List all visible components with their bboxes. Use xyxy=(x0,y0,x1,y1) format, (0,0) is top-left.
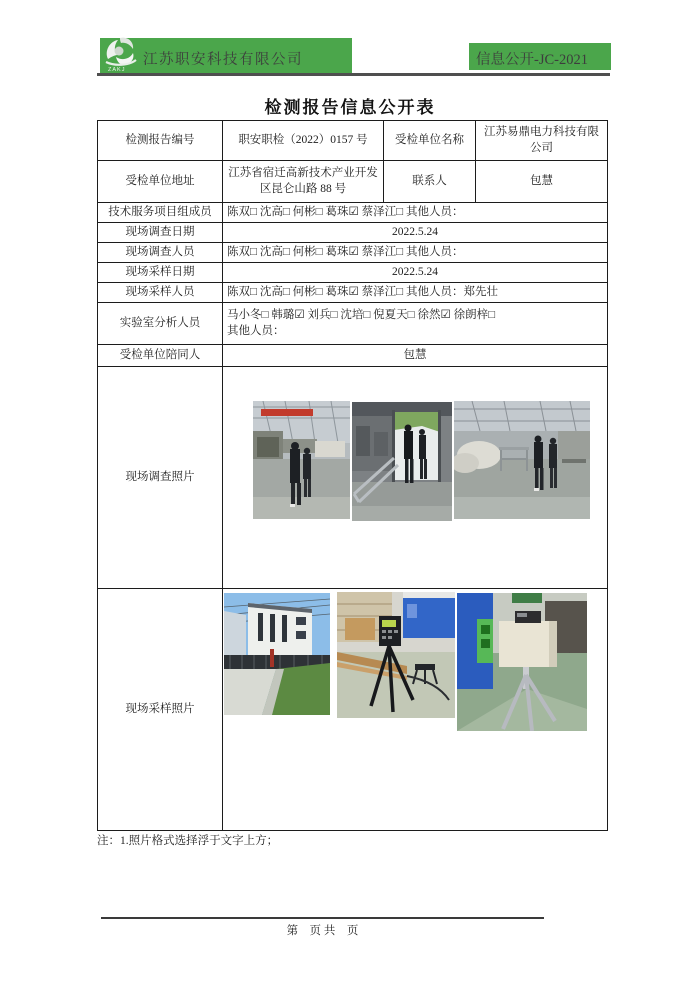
sampling-date-label: 现场采样日期 xyxy=(98,263,223,283)
contact-value: 包慧 xyxy=(476,161,608,203)
table-row xyxy=(98,345,608,367)
escort-label: 受检单位陪同人 xyxy=(98,345,223,367)
sampling-photos-cell xyxy=(223,589,608,831)
inspected-unit-label: 受检单位名称 xyxy=(384,121,476,161)
lab-analysts-checkboxes xyxy=(223,303,608,345)
sampling-photos-label: 现场采样照片 xyxy=(98,589,223,831)
survey-photo-2 xyxy=(352,402,452,521)
report-info-table xyxy=(97,120,608,831)
sampling-photo-2 xyxy=(337,592,455,718)
table-row xyxy=(98,121,608,161)
sampling-staff-label: 现场采样人员 xyxy=(98,283,223,303)
project-team-checkboxes: 陈双□ 沈高□ 何彬□ 葛珠☑ 蔡泽江□ 其他人员： xyxy=(223,203,608,223)
sampling-photo-3 xyxy=(457,593,587,731)
inspected-unit-value: 江苏易鼎电力科技有限公司 xyxy=(476,121,608,161)
unit-address-label: 受检单位地址 xyxy=(98,161,223,203)
footnote: 注：1.照片格式选择浮于文字上方； xyxy=(97,835,279,847)
company-logo-icon xyxy=(102,35,142,73)
lab-analysts-line2: 其他人员： xyxy=(227,324,285,337)
lab-analysts-label: 实验室分析人员 xyxy=(98,303,223,345)
table-row xyxy=(98,589,608,831)
page-title: 检测报告信息公开表 xyxy=(264,98,436,117)
project-team-label: 技术服务项目组成员 xyxy=(98,203,223,223)
survey-staff-label: 现场调查人员 xyxy=(98,243,223,263)
table-row xyxy=(98,367,608,589)
escort-value: 包慧 xyxy=(223,345,608,367)
table-row xyxy=(98,243,608,263)
table-row xyxy=(98,161,608,203)
table-row xyxy=(98,203,608,223)
survey-photo-3 xyxy=(454,401,590,519)
footer-rule xyxy=(101,917,544,919)
survey-photos-cell xyxy=(223,367,608,589)
page-number: 第 页 共 页 xyxy=(286,925,359,937)
survey-photos-label: 现场调查照片 xyxy=(98,367,223,589)
report-number-label: 检测报告编号 xyxy=(98,121,223,161)
sampling-staff-checkboxes: 陈双□ 沈高□ 何彬□ 葛珠☑ 蔡泽江□ 其他人员：郑先壮 xyxy=(223,283,608,303)
lab-analysts-line1: 马小冬□ 韩璐☑ 刘兵□ 沈培□ 倪夏天□ 徐然☑ 徐朗梓□ xyxy=(227,308,496,321)
table-row xyxy=(98,263,608,283)
document-code: 信息公开-JC-2021 xyxy=(476,52,588,68)
survey-date-value: 2022.5.24 xyxy=(223,223,608,243)
contact-label: 联系人 xyxy=(384,161,476,203)
sampling-date-value: 2022.5.24 xyxy=(223,263,608,283)
sampling-photo-1 xyxy=(224,593,330,715)
survey-staff-checkboxes: 陈双□ 沈高□ 何彬□ 葛珠☑ 蔡泽江□ 其他人员： xyxy=(223,243,608,263)
company-name: 江苏职安科技有限公司 xyxy=(143,52,303,68)
survey-date-label: 现场调查日期 xyxy=(98,223,223,243)
table-row xyxy=(98,283,608,303)
unit-address-value: 江苏省宿迁高新技术产业开发区昆仑山路 88 号 xyxy=(223,161,384,203)
report-number-value: 职安职检（2022）0157 号 xyxy=(223,121,384,161)
table-row xyxy=(98,303,608,345)
svg-text:ZAKJ: ZAKJ xyxy=(108,67,126,73)
header-rule xyxy=(97,73,610,76)
survey-photo-1 xyxy=(253,401,350,519)
table-row xyxy=(98,223,608,243)
